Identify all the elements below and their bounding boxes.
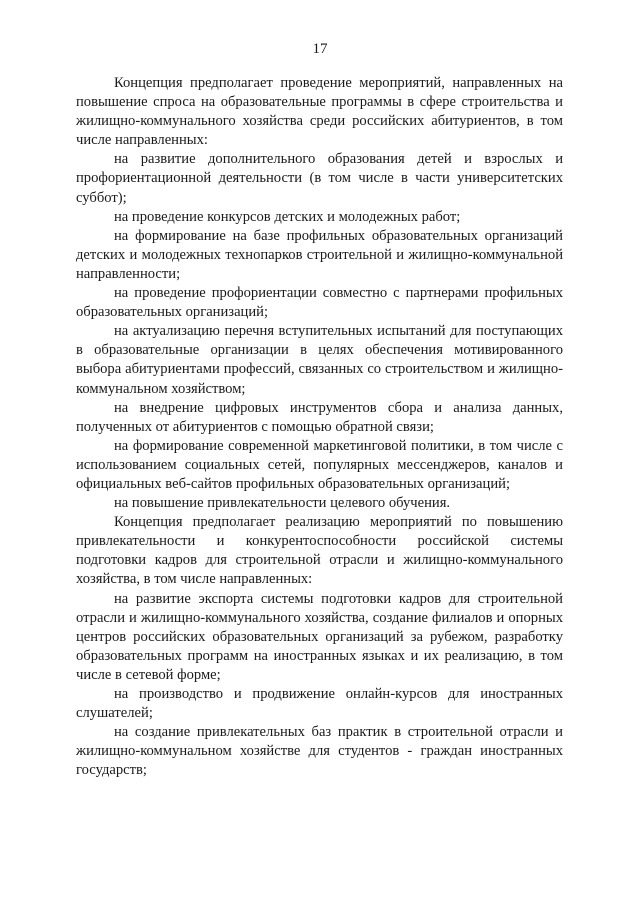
paragraph-item: на создание привлекательных баз практик в строительной отрасли и жилищно-коммунальном хозяйстве для студентов - граждан иностранных государств; (76, 724, 563, 779)
paragraph-item: на развитие дополнительного образования детей и взрослых и профориентационной деятельности (в том числе в части университетских суббот); (76, 151, 563, 206)
paragraph-item: на актуализацию перечня вступительных испытаний для поступающих в образовательные организации в целях обеспечения мотивированного выбора абитуриентами профессий, связанных со строительством и жилищно-коммунальном хозяйством; (76, 323, 563, 397)
paragraph-item: на внедрение цифровых инструментов сбора и анализа данных, полученных от абитуриентов с помощью обратной связи; (76, 399, 563, 435)
paragraph-item: на формирование на базе профильных образовательных организаций детских и молодежных технопарков строительной и жилищно-коммунальной направленности; (76, 227, 563, 282)
paragraph-concept-competitiveness: Концепция предполагает реализацию мероприятий по повышению привлекательности и конкурентоспособности российской системы подготовки кадров для строительной отрасли и жилищно-коммунального хозяйства, в том числе направленных: (76, 514, 563, 588)
paragraph-item: на проведение профориентации совместно с партнерами профильных образовательных организаций; (76, 285, 563, 321)
document-body (76, 74, 563, 780)
paragraph-item: на повышение привлекательности целевого обучения. (114, 495, 451, 512)
paragraph-item: на проведение конкурсов детских и молодежных работ; (114, 208, 461, 225)
paragraph-concept-demand: Концепция предполагает проведение мероприятий, направленных на повышение спроса на образовательные программы в сфере строительства и жилищно-коммунального хозяйства среди российских абитуриентов, в том числе направленных: (76, 75, 563, 149)
paragraph-item: на производство и продвижение онлайн-курсов для иностранных слушателей; (76, 686, 563, 722)
page-number: 17 (312, 41, 328, 57)
paragraph-item: на формирование современной маркетинговой политики, в том числе с использованием социальных сетей, популярных мессенджеров, каналов и официальных веб-сайтов профильных образовательных организаций; (76, 437, 563, 492)
paragraph-item: на развитие экспорта системы подготовки кадров для строительной отрасли и жилищно-коммунального хозяйства, создание филиалов и опорных центров российских образовательных организаций за рубежом, разработку образовательных программ на иностранных языках и их реализацию, в том числе в сетевой форме; (76, 590, 563, 683)
